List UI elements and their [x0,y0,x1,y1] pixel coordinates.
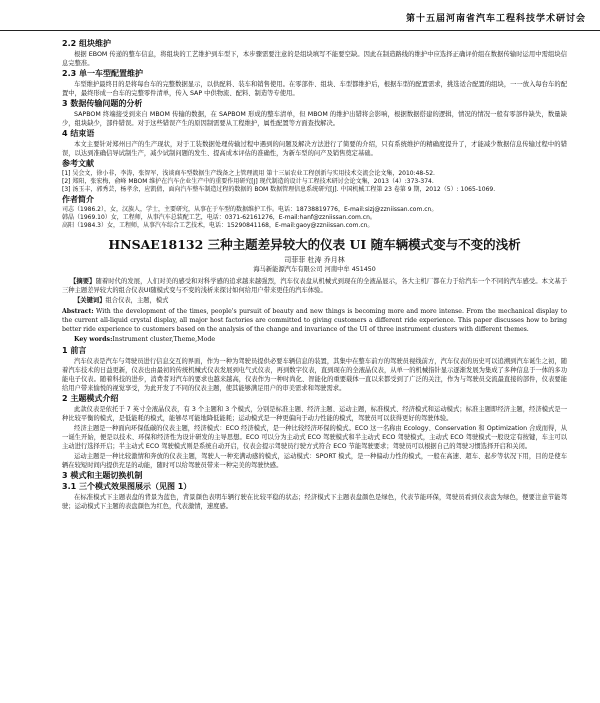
section-2-3-text: 车型维护最终目的是将每台车的完整数据显示，以供配料、装车和销售使用。在零部件、组块、车型都维护后，根据车型的配置需求，挑选适合配置的组块，一一放入每台车的配置中，最终形成一台车的完整零件清单，传入 SAP 中供物流、配料、制造等专使用。 [62,81,567,97]
section-3-text: SAPBOM 终端接受到来自 MBOM 传输的数据，在 SAPBOM 形成的整车清单，但 MBOM 的维护出错将会影响，根据数据搭建的逻辑，情况的情况一般有零部件缺失，数量缺少，组块缺少，部件错误。对于这些错误产生的原因制需要从工程维护，属性配置等方面查找解决。 [62,111,567,127]
section-4-title: 4 结束语 [62,129,95,138]
article-authors: 司菲菲 杜涛 乔月林 [284,256,345,264]
author-bio-2: 韩晶（1969.10）女，工程师，从事汽车总装配工艺，电话：0371-62161276，E-mail:hanf@zzniissan.com.cn。 [62,214,376,221]
article-section-2-text-3: 运动主题是一种比较激情和奔放的仪表主题，驾驶人一种充满动感的模式，运动模式：SPORT 模式，是一种偏动力性的模式，一般在高速、超车、起步等状况下用，目的是使车辆在较短时间内提供充足的动能，随时可以给驾驶员带来一种完美的驾驶快感。 [62,453,567,469]
section-2-2-text: 根据 EBOM 传递的整车信息，将组块的工艺维护到车型下，本步骤需要注意的是组块填写不能要空缺。因此在制造路线的维护中应选择正确评价组在数据传输时运用中需组块信息完整准。 [62,51,567,67]
section-2-2-title: 2.2 组块维护 [62,39,111,48]
section-3-title: 3 数据传输问题的分析 [62,99,143,108]
section-4-text: 本文主要针对郑州日产的生产现状，对于工装数据处理传输过程中遇到的问题及解决方法进行了简要的介绍，只有系统维护的精确度提升了，才能减少数据信息传输过程中的错误，以达到准确信导试制生产，减少试制问题的发生、提高成本评估的准确性，为新车型的问产及销售奠定基础。 [62,141,567,157]
article-affiliation: 海马新能源汽车有限公司 河南中牟 451450 [253,266,376,273]
english-abstract [62,307,567,334]
page-content [62,38,567,512]
article-section-2-title: 2 主题模式介绍 [62,394,119,403]
abstract [62,277,567,295]
reference-3: [3] 汤玉丰，郭秀芸，杨孝余，应凯倩，面向汽车整车制造过程的数据的 BOM 数据管理信息系统研究[J]. 中国机械工程第 23 卷第 9 期，2012（5）: 1065-1069. [62,186,496,193]
keywords-text: 组合仪表，主题，模式 [105,297,169,304]
english-keywords-label: Key words: [74,336,113,343]
reference-1: [1] 吴会文，徐小非，李涛，张智军，浅谈商车型数据生产线备之上管理流用 第十三届农业工程创新与实用技术交流会论文集，2010:48-52. [62,170,435,177]
article-section-1-title: 1 前言 [62,346,87,355]
journal-title: 第十五届河南省汽车工程科技学术研讨会 [405,14,586,24]
author-bio-3: 高阳（1984.3）女，工程师，从事汽车综合工艺技术，电话：15290841168，E-mail:gaoy@zzniissan.com.cn。 [62,222,374,229]
keywords-label: 【关键词】 [74,297,106,304]
english-keywords-text: Instrument cluster,Theme,Mode [112,336,216,343]
article-title: HNSAE18132 三种主题差异较大的仪表 UI 随车辆模式变与不变的浅析 [108,237,521,252]
article-section-1-text: 汽车仪表是汽车与驾驶员进行信息交互的界面，作为一种为驾驶员提供必要车辆信息的装置，其集中在整车前方的驾驶员视线前方，汽车仪表的历史可以追溯到汽车诞生之初，随着汽车技术的日益更新，仪表也由最初的传统机械式仪表发展到电气式仪表，再到数字仪表，直到现在的全液晶仪表，从单一的机械指针显示逐渐发展为集成了多种信息于一体的多功能电子仪表。随着科技的进步，消费者对汽车的要求也越来越高，仪表作为一种时尚化、智能化的重要载体一直以来都受到了广泛的关注，作为与驾驶员交流最直接的部件，仪表要能给用户带来愉悦的视觉享受，为此开发了不同的仪表主题，使其能够满足用户的审美需求和驾驶需求。 [62,358,567,392]
article-section-3-title: 3 模式和主题切换机制 [62,471,143,480]
journal-header [0,0,600,31]
author-bio-1: 司志（1986.2），女，汉族人，学士，主要研究，从事在于车型的数据维护工作。电话：18738819776，E-mail:sizj@zzniissan.com.cn。 [62,206,438,213]
english-keywords [74,335,567,344]
article-section-2-text-2: 经济主题是一种面向环保低碳的仪表主题，经济模式：ECO 经济模式，是一种比较经济环保的模式。ECO 这一名称由 Ecology、Conservation 和 Optimization 合成而得，从一诞生开始，便是以技术、环保和经济性为设计研发的主导思想。ECO 可以分为主动式 ECO 驾驶模式和半主动式 ECO 驾驶模式，主动式 ECO 驾驶模式一般设定有按键，车主可以主动进行选择开启；半主动式 ECO 驾驶模式则是系统自动开启，仪表会提示驾驶员行驶方式符合 ECO 节能驾驶要求；驾驶员可以根据自己的驾驶习惯选择开启和关闭。 [62,425,567,450]
keywords [74,296,567,305]
abstract-label: 【摘要】 [70,278,96,285]
references-title: 参考文献 [62,159,94,168]
article-section-3-1-text: 在标准模式下主题表盘的背景为蓝色，背景颜色表明车辆行驶在比较平稳的状态；经济模式下主题表盘颜色是绿色，代表节能环保，驾驶员看到仪表盘为绿色，便要注意节能驾驶；运动模式下主题的表盘颜色为红色，代表激情，速度感。 [62,494,567,510]
english-abstract-label: Abstract: [62,308,94,315]
article-section-3-1-title: 3.1 三个模式效果图展示（见图 1） [62,482,192,491]
reference-2: [2] 郑阳，张宏梅，俞峰 MBOM 维护在汽车企业生产中的重要作用研究[J] 现代制造的设计与工程技术研讨会论文集，2013（4）:373-374. [62,178,434,185]
english-abstract-text: With the development of the times, people's pursuit of beauty and new things is becoming more and more intense. From the mechanical display to the current all-liquid crystal display, all major host factories are committed to giving customers a different ride experience. This paper discusses how to bring better ride experience to customers based on the analysis of the change and invariance of the UI of three instrument clusters with different themes. [62,308,568,333]
section-2-3-title: 2.3 单一车型配置维护 [62,69,143,78]
article-section-2-text-1: 此款仪表是依托于 7 英寸全液晶仪表，有 3 个主题和 3 个模式，分别是标准主题、经济主题、运动主题，标准模式、经济模式和运动模式；标准主题即经济主题，经济模式是一种比较平衡的模式，是低能耗的模式，能够尽可能地降低能耗；运动模式是一种更偏向于动力性能的模式，驾驶员可以获得更好的驾驶体验。 [62,406,567,422]
author-bio-title: 作者简介 [62,195,94,204]
abstract-text: 随着时代的发展，人们对美的感受和对科学感的追求越来越强烈，汽车仪表盘从机械式到现在的全液晶显示，各大主机厂都在力于给汽车一个不同的汽车感受。本文基于三种主题差异较大的组合仪表UI随模式变与不变的浅析来探讨如何给用户带来更佳的汽车体验。 [62,278,568,294]
